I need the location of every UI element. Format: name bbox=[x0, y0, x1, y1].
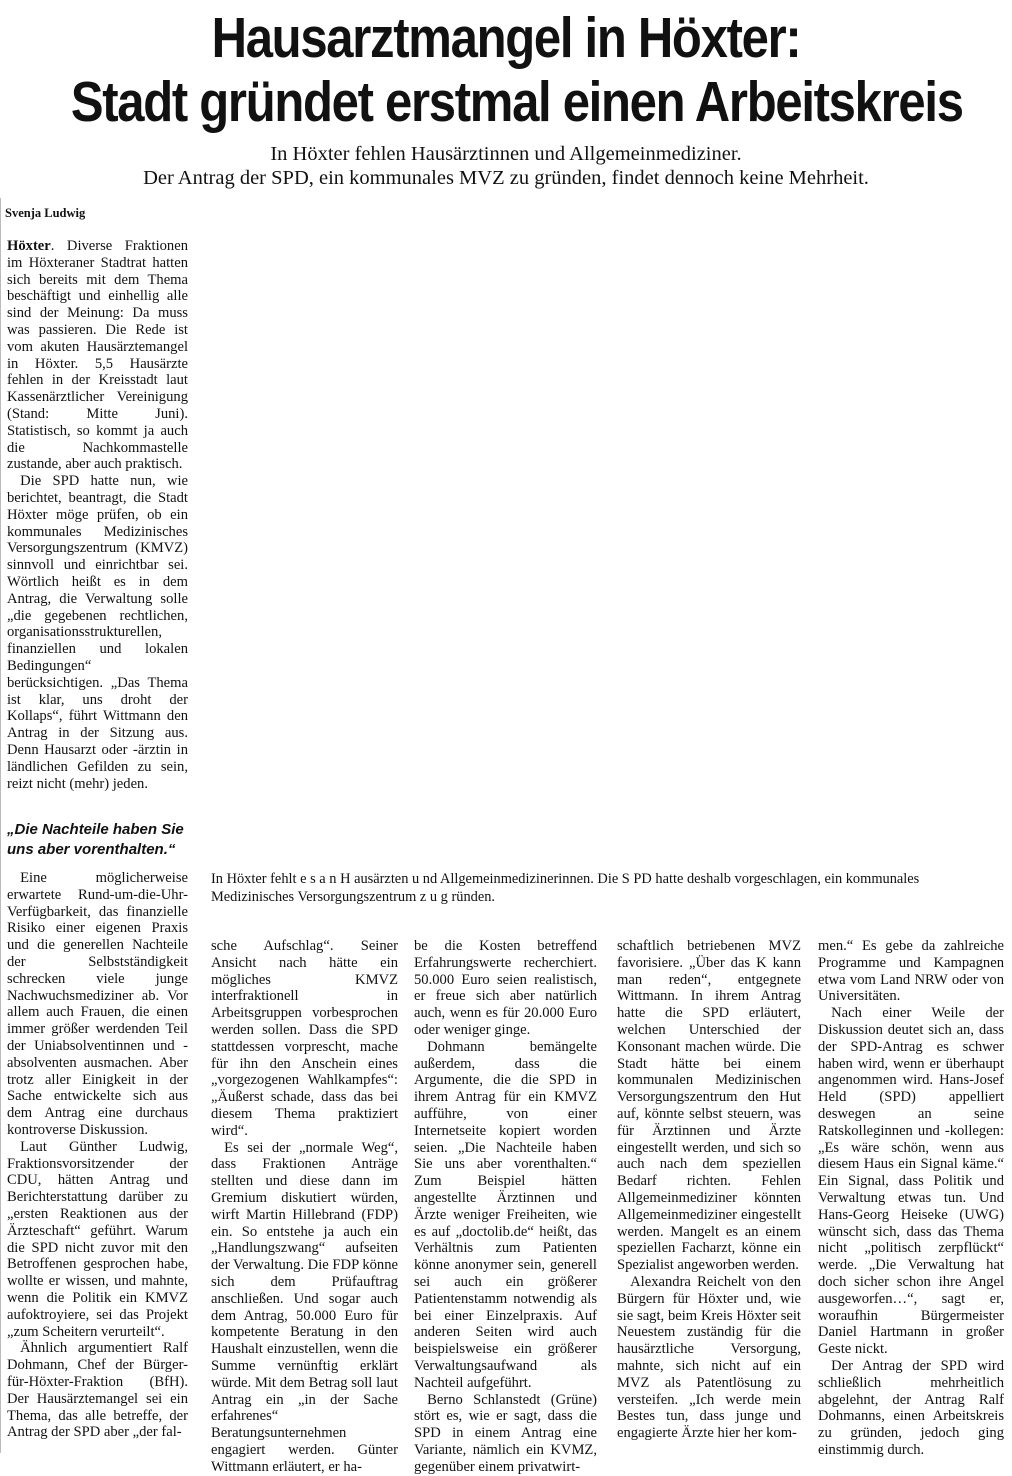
headline-line-2: Stadt gründet erstmal einen Arbeitskreis bbox=[70, 70, 963, 134]
article-column-4 bbox=[617, 938, 801, 1442]
article-column-1-continued bbox=[7, 870, 188, 1441]
paragraph: sche Aufschlag“. Seiner Ansicht nach hätte ein mögliches KMVZ interfraktionell in Arbeitsgruppen vorbesprochen werden sollen. Dass die SPD stattdessen vorprescht, mache für ihn den Anschein eines „vorgezogenen Wahlkampfes“: „Äußerst schade, dass das bei diesem Thema praktiziert wird“. bbox=[211, 938, 398, 1139]
paragraph: Eine möglicherweise erwartete Rund-um-die-Uhr-Verfügbarkeit, das finanzielle Risiko einer eigenen Praxis und die generellen Nachteile der Selbstständigkeit schrecken viele junge Nachwuchsmediziner ab. Vor allem auch Frauen, die einen immer größer werdenden Teil der Uniabsolventinnen und -absolventen ausmachen. Aber trotz aller Einigkeit in der Sache entwickelte sich aus dem Antrag eine durchaus kontroverse Diskussion. bbox=[7, 870, 188, 1138]
article-column-3 bbox=[414, 938, 597, 1476]
paragraph: Es sei der „normale Weg“, dass Fraktionen Anträge stellten und diese dann im Gremium diskutiert würden, wirft Martin Hillebrand (FDP) ein. So entstehe ja auch ein „Handlungszwang“ aufseiten der Verwaltung. Die FDP könne sich dem Prüfauftrag anschließen. Und sogar auch dem Antrag, 50.000 Euro für kompetente Beratung in den Haushalt einzustellen, wenn die Summe vernünftig erklärt würde. Mit dem Betrag soll laut Antrag ein „in der Sache erfahrenes“ Beratungsunternehmen engagiert werden. Günter Wittmann erläutert, er ha- bbox=[211, 1139, 398, 1475]
author-byline: Svenja Ludwig bbox=[5, 206, 86, 220]
paragraph: Dohmann bemängelte außerdem, dass die Argumente, die die SPD in ihrem Antrag für ein KMVZ aufführe, von einer Internetseite kopiert worden seien. „Die Nachteile haben Sie uns aber vorenthalten.“ Zum Beispiel hätten angestellte Ärztinnen und Ärzte weniger Freiheiten, wie es auf „doctolib.de“ heißt, das Verhältnis zum Patienten könne anonymer sein, generell sei auch ein größerer Patientenstamm notwendig als bei einer Einzelpraxis. Auf anderen Seiten wird auch beispielsweise ein größerer Verwaltungsaufwand als Nachteil aufgeführt. bbox=[414, 1038, 597, 1391]
paragraph: Die SPD hatte nun, wie berichtet, beantragt, die Stadt Höxter möge prüfen, ob ein kommunales Medizinisches Versorgungszentrum (KMVZ) sinnvoll und einrichtbar sei. Wörtlich heißt es in dem Antrag, die Verwaltung solle „die gegebenen rechtlichen, organisationsstrukturellen, finanziellen und lokalen Bedingungen“ berücksichtigen. „Das Thema ist klar, uns droht der Kollaps“, führt Wittmann den Antrag in der Sitzung aus. Denn Hausarzt oder -ärztin in ländlichen Gefilden zu sein, reizt nicht (mehr) jeden. bbox=[7, 473, 188, 792]
left-margin-rule bbox=[0, 198, 1, 1453]
subheadline-line-2: Der Antrag der SPD, ein kommunales MVZ zu gründen, findet dennoch keine Mehrheit. bbox=[143, 167, 869, 189]
photo-caption: In Höxter fehlt e s a n H ausärzten u nd Allgemeinmedizinerinnen. Die S PD hatte deshalb vorgeschlagen, ein kommunales Medizinisches Versorgungszentrum z u g ründen. bbox=[211, 871, 920, 905]
paragraph: Nach einer Weile der Diskussion deutet sich an, dass der SPD-Antrag es schwer haben wird, wenn er überhaupt angenommen wird. Hans-Josef Held (SPD) appelliert deswegen an seine Ratskolleginnen und -kollegen: „Es wäre schön, wenn aus diesem Haus ein Signal käme.“ Ein Signal, dass Politik und Verwaltung etwas tun. Und Hans-Georg Heiseke (UWG) wünscht sich, dass das Thema nicht „politisch zerpflückt“ werde. „Die Verwaltung hat doch sicher schon ihre Angel ausgeworfen…“, sagt er, woraufhin Bürgermeister Daniel Hartmann in großer Geste nickt. bbox=[818, 1005, 1004, 1358]
headline-line-1: Hausarztmangel in Höxter: bbox=[211, 6, 801, 70]
paragraph: Höxter. Diverse Fraktionen im Höxteraner Stadtrat hatten sich bereits mit dem Thema beschäftigt und einhellig alle sind der Meinung: Da muss was passieren. Die Rede ist vom akuten Hausärztemangel in Höxter. 5,5 Hausärzte fehlen in der Kreisstadt laut Kassenärztlicher Vereinigung (Stand: Mitte Juni). Statistisch, so kommt ja auch die Nachkommastelle zustande, aber auch praktisch. bbox=[7, 238, 188, 473]
paragraph: Ähnlich argumentiert Ralf Dohmann, Chef der Bürger-für-Höxter-Fraktion (BfH). Der Hausärztemangel sei ein Thema, das alle betreffe, der Antrag der SPD aber „der fal- bbox=[7, 1340, 188, 1441]
paragraph: Berno Schlanstedt (Grüne) stört es, wie er sagt, dass die SPD in einem Antrag eine Variante, nämlich ein KVMZ, gegenüber einem privatwirt- bbox=[414, 1391, 597, 1475]
article-column-2 bbox=[211, 938, 398, 1476]
article-column-1 bbox=[7, 238, 188, 792]
dateline: Höxter bbox=[7, 238, 51, 254]
paragraph: Der Antrag der SPD wird schließlich mehrheitlich abgelehnt, der Antrag Ralf Dohmanns, einen Arbeitskreis zu gründen, jedoch ging einstimmig durch. bbox=[818, 1357, 1004, 1458]
pull-quote-heading: „Die Nachteile haben Sie uns aber vorenthalten.“ bbox=[7, 821, 184, 858]
paragraph: men.“ Es gebe da zahlreiche Programme und Kampagnen etwa vom Land NRW oder von Universitäten. bbox=[818, 938, 1004, 1005]
paragraph: be die Kosten betreffend Erfahrungswerte recherchiert. 50.000 Euro seien realistisch, er freue sich aber natürlich auch, wenn es für 20.000 Euro oder weniger ginge. bbox=[414, 938, 597, 1038]
photo-area bbox=[211, 208, 1006, 863]
paragraph: Laut Günther Ludwig, Fraktionsvorsitzender der CDU, hätten Antrag und Berichterstattung darüber zu „ersten Reaktionen aus der Ärzteschaft“ geführt. Warum die SPD nicht zuvor mit den Betroffenen gesprochen habe, wollte er wissen, und mahnte, wenn die Politik ein KMVZ aufoktroyiere, sei das Projekt „zum Scheitern verurteilt“. bbox=[7, 1138, 188, 1340]
paragraph: schaftlich betriebenen MVZ favorisiere. „Über das K kann man reden“, entgegnete Wittmann. In ihrem Antrag hatte die SPD erläutert, welchen Unterschied der Konsonant machen würde. Die Stadt hätte bei einem kommunalen Medizinischen Versorgungszentrum den Hut auf, könnte selbst steuern, was für Ärztinnen und Ärzte eingestellt werden, und sich so auch nach dem speziellen Bedarf richten. Fehlen Allgemeinmediziner könnten Allgemeinmediziner eingestellt werden. Mangelt es an einem speziellen Facharzt, könne ein Spezialist angeworben werden. bbox=[617, 938, 801, 1274]
headline bbox=[70, 6, 963, 134]
article-column-5 bbox=[818, 938, 1004, 1459]
subheadline-line-1: In Höxter fehlen Hausärztinnen und Allgemeinmediziner. bbox=[270, 143, 742, 165]
subheadline bbox=[0, 142, 1012, 190]
paragraph: Alexandra Reichelt von den Bürgern für Höxter und, wie sie sagt, beim Kreis Höxter seit Neuestem zuständig für die hausärztliche Versorgung, mahnte, sich nicht auf ein MVZ als Patentlösung zu versteifen. „Ich werde mein Bestes tun, dass junge und engagierte Ärzte hier her kom- bbox=[617, 1273, 801, 1442]
